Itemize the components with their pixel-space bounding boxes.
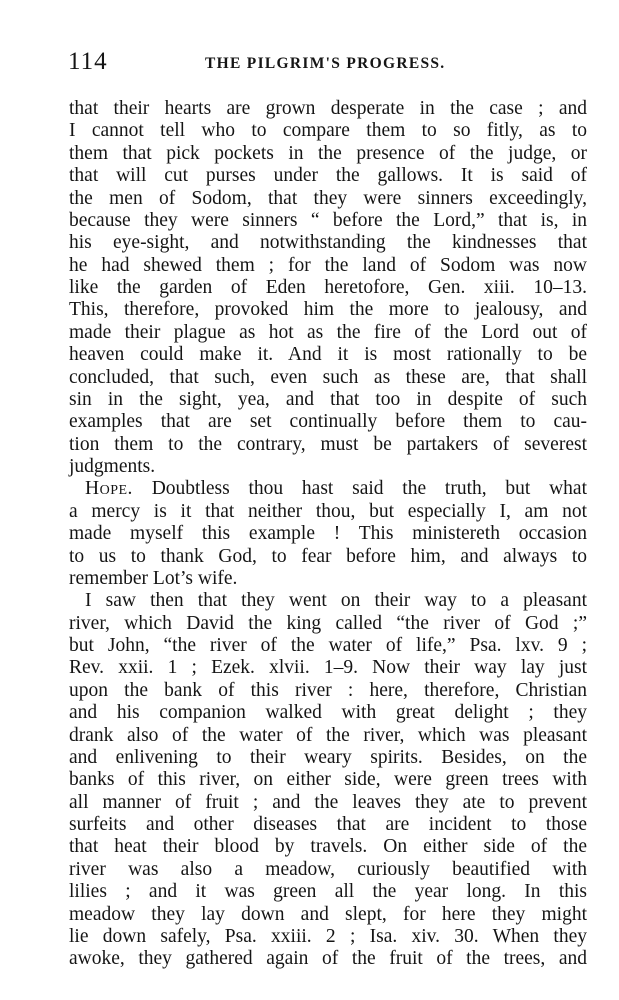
text-line: made myself this example ! This ministereth occasion xyxy=(69,523,587,545)
paragraph xyxy=(69,98,587,478)
text-line: he had shewed them ; for the land of Sodom was now xyxy=(69,254,587,276)
text-line: lie down safely, Psa. xxiii. 2 ; Isa. xiv. 30. When they xyxy=(69,925,587,947)
text-line: his eye-sight, and notwithstanding the kindnesses that xyxy=(69,232,587,254)
page-number: 114 xyxy=(68,48,108,75)
running-head: THE PILGRIM'S PROGRESS. xyxy=(205,55,446,72)
text-line: to us to thank God, to fear before him, and always to xyxy=(69,545,587,567)
text-line: lilies ; and it was green all the year long. In this xyxy=(69,881,587,903)
text-line: that will cut purses under the gallows. It is said of xyxy=(69,165,587,187)
text-line: river was also a meadow, curiously beautified with xyxy=(69,858,587,880)
text-line: Rev. xxii. 1 ; Ezek. xlvii. 1–9. Now their way lay just xyxy=(69,657,587,679)
text-line: the men of Sodom, that they were sinners exceedingly, xyxy=(69,187,587,209)
text-line: concluded, that such, even such as these are, that shall xyxy=(69,366,587,388)
text-line: upon the bank of this river : here, therefore, Christian xyxy=(69,679,587,701)
speaker-name: Hope. xyxy=(85,478,133,500)
text-line: meadow they lay down and slept, for here they might xyxy=(69,903,587,925)
text-line: I cannot tell who to compare them to so fitly, as to xyxy=(69,120,587,142)
text-line: examples that are set continually before them to cau- xyxy=(69,411,587,433)
text-line: them that pick pockets in the presence of the judge, or xyxy=(69,142,587,164)
text-line: and his companion walked with great delight ; they xyxy=(69,702,587,724)
text-line: heaven could make it. And it is most rationally to be xyxy=(69,344,587,366)
text-line: drank also of the water of the river, which was pleasant xyxy=(69,724,587,746)
text-line: I saw then that they went on their way to a pleasant xyxy=(85,590,587,612)
text-line: remember Lot’s wife. xyxy=(69,567,238,589)
text-line xyxy=(69,478,587,500)
text-line: that their hearts are grown desperate in the case ; and xyxy=(69,98,587,119)
text-line: but John, “the river of the water of life,” Psa. lxv. 9 ; xyxy=(69,635,587,656)
text-line: all manner of fruit ; and the leaves they ate to prevent xyxy=(69,791,587,813)
text-line: surfeits and other diseases that are incident to those xyxy=(69,814,587,835)
paragraph xyxy=(69,478,587,590)
text-fragment: Doubtless thou hast said the truth, but what xyxy=(132,478,587,500)
body-text xyxy=(69,98,587,971)
text-line: river, which David the king called “the river of God ;” xyxy=(69,612,587,634)
text-line: banks of this river, on either side, were green trees with xyxy=(69,769,587,791)
text-line: awoke, they gathered again of the fruit of the trees, and xyxy=(69,948,587,970)
text-line: a mercy is it that neither thou, but especially I, am not xyxy=(69,500,587,522)
text-line: sin in the sight, yea, and that too in despite of such xyxy=(69,388,587,410)
text-line: like the garden of Eden heretofore, Gen. xiii. 10–13. xyxy=(69,277,587,298)
text-line: This, therefore, provoked him the more to jealousy, and xyxy=(69,299,587,321)
text-line: and enlivening to their weary spirits. Besides, on the xyxy=(69,746,587,768)
text-line: that heat their blood by travels. On either side of the xyxy=(69,836,587,858)
page-header xyxy=(68,48,588,78)
text-line: judgments. xyxy=(69,456,156,477)
paragraph xyxy=(69,590,587,970)
text-line: because they were sinners “ before the Lord,” that is, in xyxy=(69,209,587,231)
text-line: tion them to the contrary, must be partakers of severest xyxy=(69,433,587,455)
text-line: made their plague as hot as the fire of the Lord out of xyxy=(69,321,587,343)
